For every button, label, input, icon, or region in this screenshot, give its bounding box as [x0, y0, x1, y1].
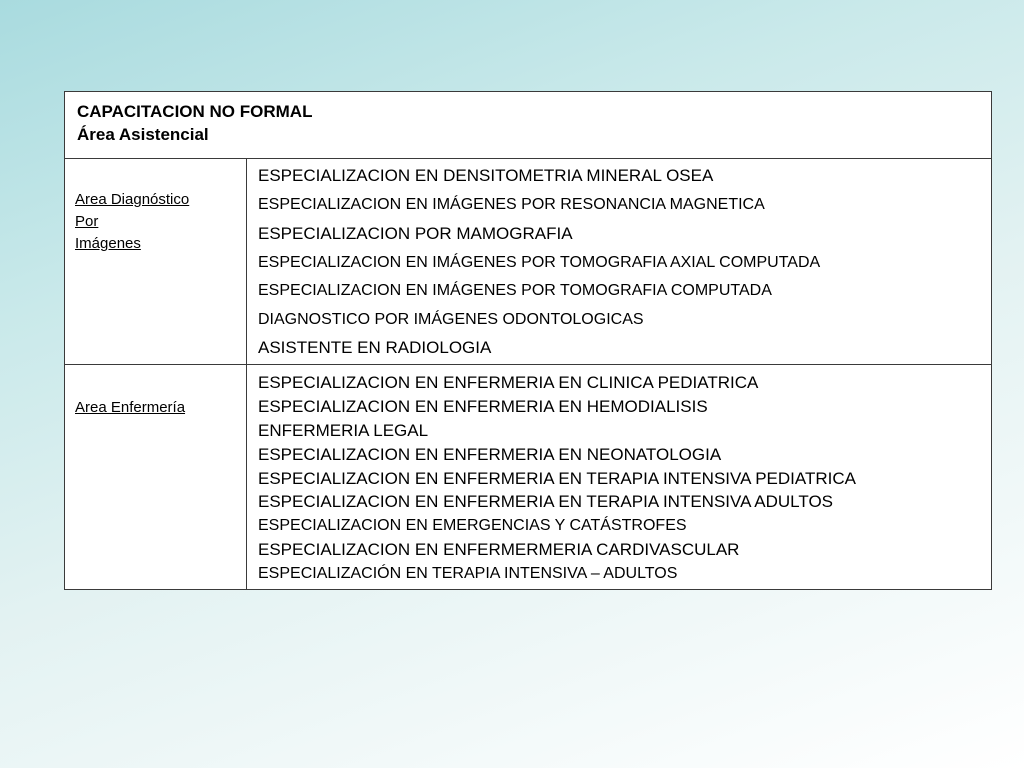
area-cell [65, 159, 247, 364]
course-item: ESPECIALIZACION EN EMERGENCIAS Y CATÁSTROFES [258, 517, 687, 534]
course-item: DIAGNOSTICO POR IMÁGENES ODONTOLOGICAS [258, 311, 644, 328]
courses-table [64, 91, 992, 590]
course-item: ASISTENTE EN RADIOLOGIA [258, 338, 492, 357]
table-row [65, 365, 991, 589]
course-item: ESPECIALIZACION EN IMÁGENES POR TOMOGRAFIA AXIAL COMPUTADA [258, 254, 821, 271]
course-item: ESPECIALIZACION EN ENFERMERIA EN TERAPIA INTENSIVA PEDIATRICA [258, 469, 856, 488]
area-link-line: Area Diagnóstico [75, 191, 190, 208]
course-item: ESPECIALIZACION POR MAMOGRAFIA [258, 224, 573, 243]
area-link-line: Por [75, 213, 99, 230]
course-item: ESPECIALIZACION EN ENFERMERIA EN TERAPIA INTENSIVA ADULTOS [258, 492, 834, 511]
course-item: ENFERMERIA LEGAL [258, 421, 429, 440]
course-item: ESPECIALIZACION EN ENFERMERIA EN CLINICA PEDIATRICA [258, 373, 759, 392]
table-row [65, 159, 991, 365]
course-item: ESPECIALIZACION EN DENSITOMETRIA MINERAL OSEA [258, 166, 714, 185]
course-item: ESPECIALIZACION EN ENFERMERIA EN NEONATOLOGIA [258, 445, 722, 464]
course-item: ESPECIALIZACION EN IMÁGENES POR RESONANCIA MAGNETICA [258, 196, 765, 213]
area-enfermeria-link[interactable]: Area Enfermería [75, 399, 186, 416]
area-link-line: Imágenes [75, 235, 141, 252]
table-header [65, 92, 991, 159]
course-item: ESPECIALIZACION EN ENFERMERMERIA CARDIVASCULAR [258, 540, 740, 559]
area-cell [65, 365, 247, 589]
table-title: CAPACITACION NO FORMAL [77, 102, 313, 121]
area-diagnostico-link[interactable] [75, 189, 189, 255]
course-item: ESPECIALIZACION EN IMÁGENES POR TOMOGRAFIA COMPUTADA [258, 282, 772, 299]
course-item: ESPECIALIZACION EN ENFERMERIA EN HEMODIALISIS [258, 397, 708, 416]
course-item: ESPECIALIZACIÓN EN TERAPIA INTENSIVA – ADULTOS [258, 565, 678, 582]
table-subtitle: Área Asistencial [77, 125, 209, 144]
